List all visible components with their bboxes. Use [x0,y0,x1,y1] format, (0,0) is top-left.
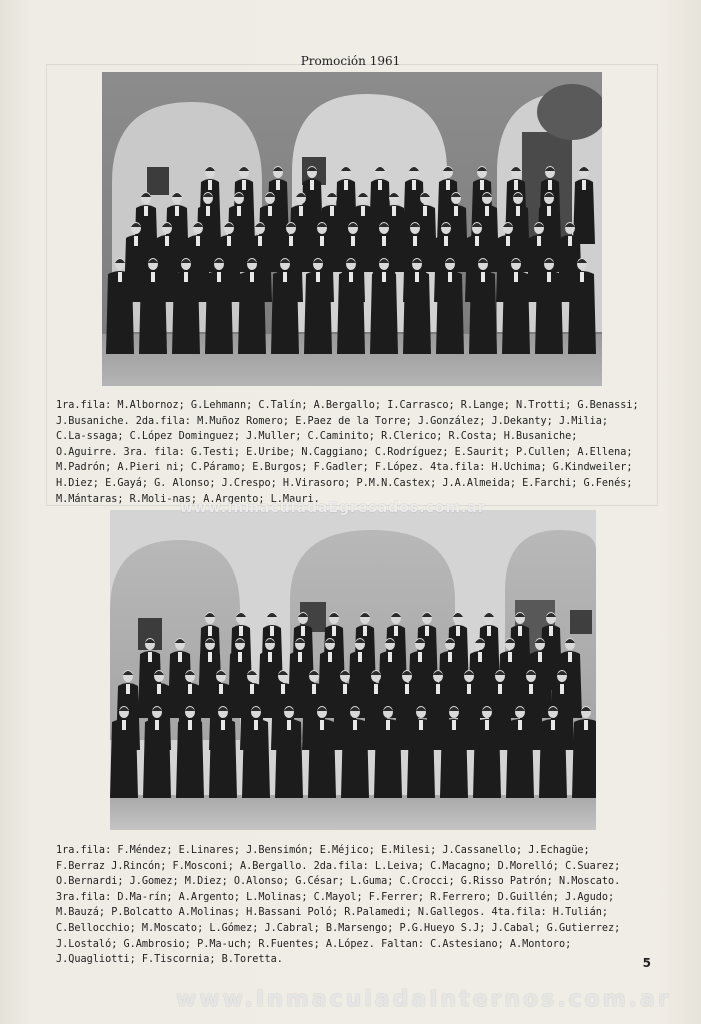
student-shirt [508,652,512,662]
student-shirt [480,180,484,190]
student-shirt [351,236,355,246]
student-shirt [276,180,280,190]
student-shirt [456,626,460,636]
student-shirt [217,272,221,282]
class-photo-icon [110,510,596,830]
student-figure [502,271,530,354]
student-figure [572,719,596,798]
student-shirt [485,720,489,730]
student-shirt [382,236,386,246]
student-shirt [415,272,419,282]
student-shirt [250,272,254,282]
student-shirt [301,626,305,636]
student-shirt [353,720,357,730]
student-shirt [344,180,348,190]
student-figure [407,719,435,798]
student-figure [337,271,365,354]
student-shirt [475,236,479,246]
student-shirt [287,720,291,730]
student-shirt [448,272,452,282]
student-shirt [270,626,274,636]
student-shirt [299,206,303,216]
page-title: Promoción 1961 [300,54,401,68]
student-figure [275,719,303,798]
student-figure [473,719,501,798]
student-shirt [250,684,254,694]
student-shirt [361,206,365,216]
student-shirt [547,206,551,216]
student-shirt [126,684,130,694]
student-figure [106,271,134,354]
student-figure [143,719,171,798]
student-shirt [184,272,188,282]
student-shirt [155,720,159,730]
student-shirt [538,652,542,662]
watermark-bottom: www.InmaculadaInternos.com.ar [176,987,672,1012]
watermark-middle: www.InmaculadaEgresados.com.ar [180,500,486,516]
student-shirt [392,206,396,216]
student-shirt [144,206,148,216]
caption-photo-1: 1ra.fila: M.Albornoz; G.Lehmann; C.Talín; A.Bergallo; I.Carrasco; R.Lange; N.Trotti; G.Benassi; J.Busaniche. 2da.fila: M.Muñoz Romero; E.Paez de la Torre; J.González; J.Dekanty; J.Milia; C.La-ssaga; C.López Dominguez; J.Muller; C.Caminito; R.Clerico; R.Costa; H.Busaniche; O.Aguirre. 3ra. fila: G.Testi; E.Uribe; N.Caggiano; C.Rodríguez; E.Saurit; P.Cullen; A.Ellena; M.Padrón; A.Pieri ni; C.Páramo; E.Burgos; F.Gadler; F.López. 4ta.fila: H.Uchima; G.Kindweiler; H.Diez; E.Gayá; G. Alonso; J.Crespo; H.Virasoro; P.M.N.Castex; J.A.Almeida; E.Farchi; G.Fenés; M.Mántaras; R.Moli-nas; A.Argento; L.Mauri. [56,400,645,505]
student-shirt [268,206,272,216]
student-shirt [328,652,332,662]
student-shirt [551,720,555,730]
student-figure [440,719,468,798]
student-figure [535,271,563,354]
student-shirt [582,180,586,190]
student-shirt [175,206,179,216]
student-shirt [388,652,392,662]
student-shirt [165,236,169,246]
student-figure [436,271,464,354]
student-figure [374,719,402,798]
student-shirt [312,684,316,694]
class-photo-icon [102,72,602,386]
student-shirt [298,652,302,662]
class-photo-1961-group-a [102,72,602,386]
student-shirt [157,684,161,694]
student-shirt [454,206,458,216]
student-shirt [436,684,440,694]
caption-photo-2: 1ra.fila: F.Méndez; E.Linares; J.Bensimón; E.Méjico; E.Milesi; J.Cassanello; J.Echagüe; F.Berraz J.Rincón; F.Mosconi; A.Bergallo. 2da.fila: L.Leiva; C.Macagno; D.Morelló; C.Suarez; O.Bernardi; J.Gomez; M.Diez; O.Alonso; G.César; L.Guma; C.Crocci; G.Risso Patrón; N.Moscato. 3ra.fila: D.Ma-rín; A.Argento; L.Molinas; C.Mayol; F.Ferrer; R.Ferrero; D.Guillén; J.Agudo; M.Bauzá; P.Bolcatto A.Molinas; H.Bassani Poló; R.Palamedi; N.Gallegos. 4ta.fila: H.Tulián; C.Bellocchio; M.Moscato; L.Gómez; J.Cabral; B.Marsengo; P.G.Hueyo S.J; J.Cabal; G.Gutierrez; J.Lostaló; G.Ambrosio; P.Ma-uch; R.Fuentes; A.López. Faltan: C.Astesiano; A.Montoro; J.Quagliotti; F.Tiscornia; B.Toretta. [56,845,627,966]
student-shirt [310,180,314,190]
student-shirt [219,684,223,694]
student-shirt [568,652,572,662]
student-shirt [405,684,409,694]
student-shirt [418,652,422,662]
student-shirt [506,236,510,246]
student-shirt [481,272,485,282]
student-shirt [580,272,584,282]
class-photo-1961-group-b [110,510,596,830]
student-shirt [268,652,272,662]
student-figure [403,271,431,354]
student-figure [341,719,369,798]
student-shirt [448,652,452,662]
student-shirt [514,180,518,190]
student-shirt [363,626,367,636]
student-shirt [485,206,489,216]
student-shirt [584,720,588,730]
student-shirt [423,206,427,216]
student-figure [304,271,332,354]
student-shirt [151,272,155,282]
student-shirt [221,720,225,730]
student-figure [176,719,204,798]
student-shirt [258,236,262,246]
student-shirt [412,180,416,190]
student-figure [238,271,266,354]
student-shirt [237,206,241,216]
student-shirt [208,180,212,190]
student-shirt [239,626,243,636]
student-figure [539,719,567,798]
page-number: 5 [642,956,651,970]
student-shirt [425,626,429,636]
student-shirt [518,720,522,730]
student-shirt [419,720,423,730]
student-shirt [516,206,520,216]
student-shirt [444,236,448,246]
student-shirt [208,652,212,662]
student-figure [110,719,138,798]
student-shirt [560,684,564,694]
student-shirt [374,684,378,694]
student-shirt [478,652,482,662]
student-figure [242,719,270,798]
student-shirt [568,236,572,246]
student-shirt [118,272,122,282]
student-shirt [498,684,502,694]
student-shirt [358,652,362,662]
student-shirt [289,236,293,246]
student-shirt [382,272,386,282]
student-figure [172,271,200,354]
student-shirt [386,720,390,730]
student-shirt [122,720,126,730]
student-shirt [206,206,210,216]
student-shirt [343,684,347,694]
student-figure [139,271,167,354]
student-shirt [320,720,324,730]
student-shirt [316,272,320,282]
student-shirt [134,236,138,246]
student-figure [506,719,534,798]
student-shirt [452,720,456,730]
student-shirt [227,236,231,246]
student-shirt [148,652,152,662]
student-shirt [537,236,541,246]
student-shirt [529,684,533,694]
student-figure [271,271,299,354]
student-shirt [330,206,334,216]
student-shirt [514,272,518,282]
student-shirt [238,652,242,662]
student-shirt [547,272,551,282]
student-shirt [332,626,336,636]
student-shirt [196,236,200,246]
student-shirt [487,626,491,636]
student-shirt [518,626,522,636]
student-shirt [320,236,324,246]
student-shirt [283,272,287,282]
student-shirt [413,236,417,246]
student-shirt [446,180,450,190]
student-figure [308,719,336,798]
student-shirt [549,626,553,636]
student-shirt [467,684,471,694]
student-shirt [254,720,258,730]
student-shirt [208,626,212,636]
student-shirt [378,180,382,190]
student-shirt [188,684,192,694]
student-shirt [178,652,182,662]
student-shirt [349,272,353,282]
student-figure [469,271,497,354]
student-figure [209,719,237,798]
student-figure [568,271,596,354]
student-shirt [281,684,285,694]
student-figure [205,271,233,354]
student-shirt [188,720,192,730]
student-shirt [548,180,552,190]
student-shirt [242,180,246,190]
student-shirt [394,626,398,636]
student-figure [370,271,398,354]
